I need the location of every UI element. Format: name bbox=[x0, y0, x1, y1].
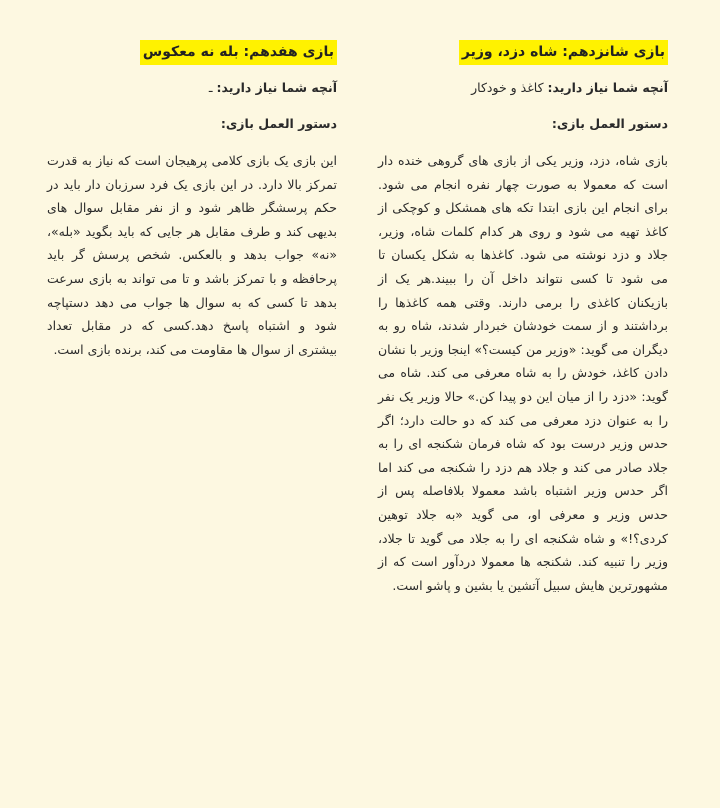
game-17-needs-value: ـ bbox=[208, 80, 217, 95]
game-16-instructions-heading: دستور العمل بازی: bbox=[551, 116, 668, 131]
game-16-section bbox=[378, 40, 668, 597]
game-17-instructions-heading: دستور العمل بازی: bbox=[220, 116, 337, 131]
game-16-needs-label: آنچه شما نیاز دارید: bbox=[547, 80, 668, 95]
game-16-needs-value: کاغذ و خودکار bbox=[471, 80, 548, 95]
game-17-section bbox=[47, 40, 337, 361]
game-17-needs bbox=[47, 79, 337, 97]
game-16-body: بازی شاه، دزد، وزیر یکی از بازی های گروهی خنده دار است که معمولا به صورت چهار نفره انجام می شود. برای انجام این بازی ابتدا تکه های همشکل و کوچکی از کاغذ تهیه می شود و روی هر کدام کلمات شاه، وزیر، جلاد و دزد نوشته می شود. کاغذها به شکل یکسان تا می شود تا کسی نتواند داخل آن را ببیند.هر یک از بازیکنان کاغذی را برمی دارند. وقتی همه کاغذها را برداشتند و از سمت خودشان خبردار شدند، شاه رو به دیگران می گوید: «وزیر من کیست؟» اینجا وزیر با نشان دادن کاغذ، خودش را به شاه معرفی می کند. شاه می گوید: «دزد را از میان این دو پیدا کن.» حالا وزیر یک نفر را به عنوان دزد معرفی می کند که دو حالت دارد؛ اگر حدس وزیر درست بود که شاه فرمان شکنجه ای را به جلاد صادر می کند و جلاد هم دزد را شکنجه می کند اما اگر حدس وزیر اشتباه باشد معمولا بلافاصله پس از حدس وزیر و معرفی او، می گوید «به جلاد توهین کردی؟!» و شاه شکنجه ای را به جلاد می گوید تا جلاد، وزیر را تنبیه کند. شکنجه ها معمولا دردآور است که از مشهورترین هایش سبیل آتشین یا بشین و پاشو است. bbox=[378, 153, 668, 593]
game-17-needs-label: آنچه شما نیاز دارید: bbox=[216, 80, 337, 95]
game-17-title: بازی هفدهم: بله نه معکوس bbox=[140, 40, 337, 65]
game-16-needs bbox=[378, 79, 668, 97]
game-16-title: بازی شانزدهم: شاه دزد، وزیر bbox=[459, 40, 668, 65]
game-17-body: این بازی یک بازی کلامی پرهیجان است که نیاز به قدرت تمرکز بالا دارد. در این بازی یک فرد سرزبان دار باید در حکم پرسشگر ظاهر شود و از نفر مقابل سوال های بدیهی کند و طرف مقابل هر جایی که باید بگوید «بله»، «نه» جواب بدهد و بالعکس. شخص پرسش گر باید پرحافظه و با تمرکز باشد و تا می تواند به بازی سرعت بدهد تا کسی که به سوال ها جواب می دهد دستپاچه شود و اشتباه پاسخ دهد.کسی که در مقابل تعداد بیشتری از سوال ها مقاومت می کند، برنده بازی است. bbox=[47, 153, 337, 357]
